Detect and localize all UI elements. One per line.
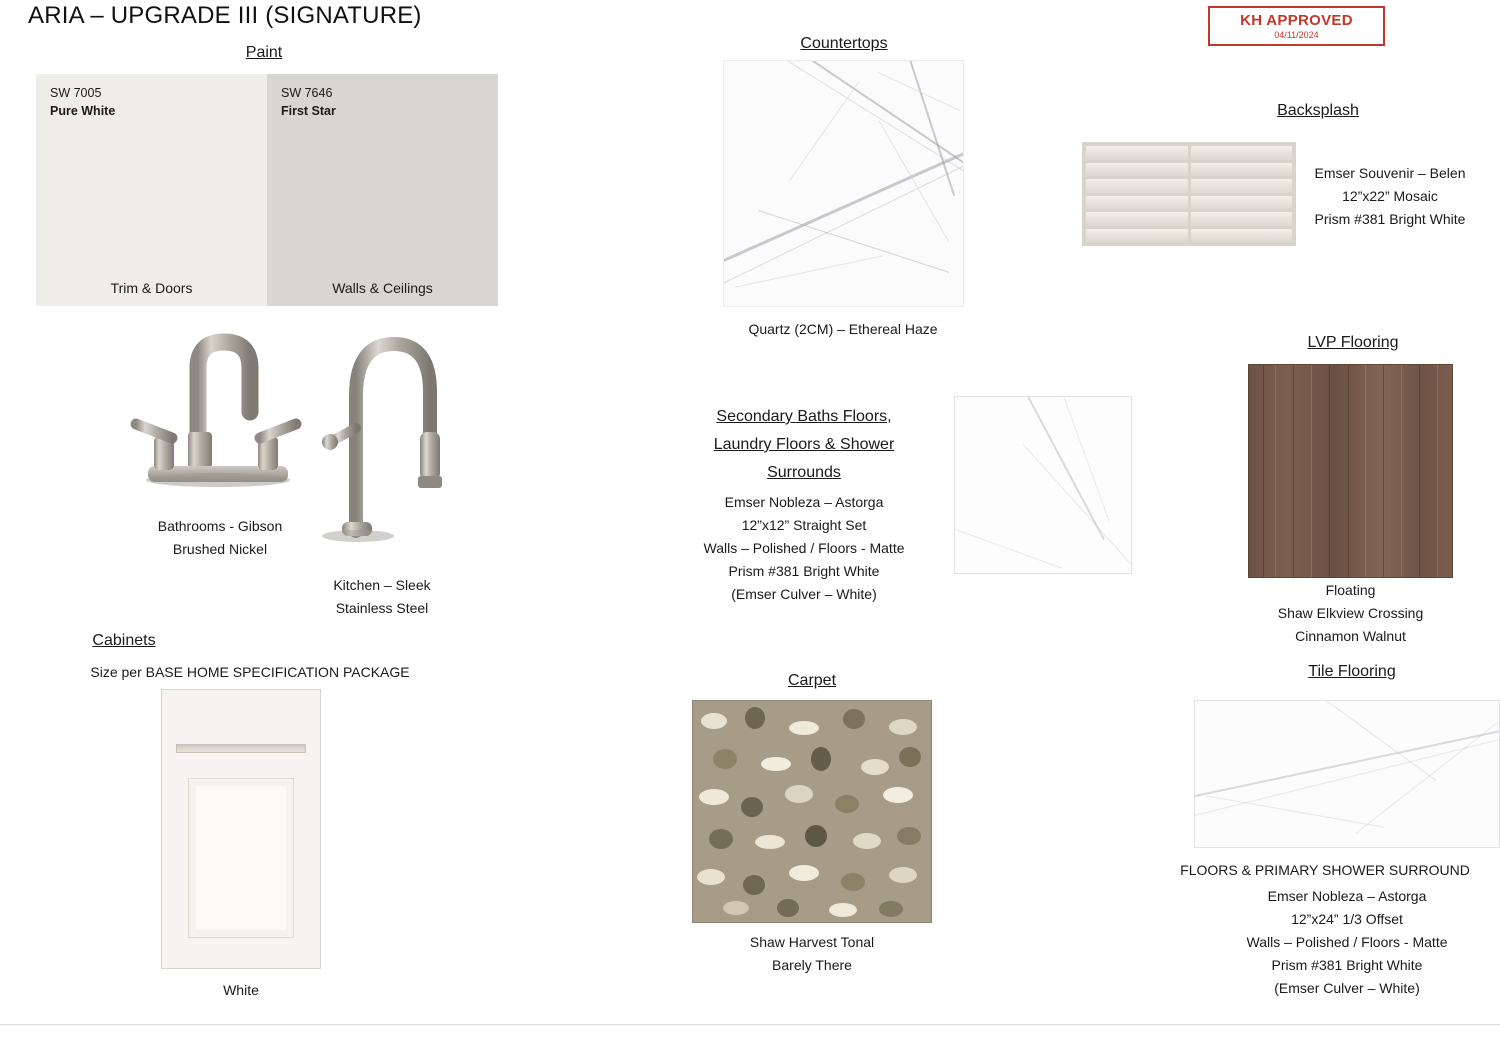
tile-flooring-line2: Emser Nobleza – Astorga	[1267, 888, 1427, 904]
approval-stamp-label: KH APPROVED	[1240, 12, 1353, 29]
paint-code: SW 7646	[281, 86, 333, 100]
bathroom-faucet-icon	[128, 320, 328, 510]
section-heading-carpet: Carpet	[787, 672, 837, 689]
paint-swatch-group	[36, 74, 498, 306]
paint-usage: Walls & Ceilings	[332, 280, 433, 296]
section-heading-lvp: LVP Flooring	[1307, 334, 1399, 351]
footer-divider	[0, 1024, 1500, 1025]
paint-usage: Trim & Doors	[110, 280, 193, 296]
paint-name: Pure White	[50, 104, 116, 118]
backsplash-line2: 12”x22” Mosaic	[1342, 188, 1438, 204]
secondary-baths-line2: 12”x12” Straight Set	[741, 517, 867, 533]
carpet-image	[692, 700, 932, 923]
cabinets-subheading: Size per BASE HOME SPECIFICATION PACKAGE	[90, 664, 410, 680]
tile-flooring-line6: (Emser Culver – White)	[1274, 980, 1420, 996]
bathroom-faucet-caption-line1: Bathrooms - Gibson	[157, 518, 283, 534]
paint-swatch-trim-doors	[36, 74, 267, 306]
secondary-baths-line3: Walls – Polished / Floors - Matte	[703, 540, 905, 556]
lvp-line3: Cinnamon Walnut	[1295, 628, 1406, 644]
cabinet-door-image	[161, 689, 321, 969]
page-title: ARIA – UPGRADE III (SIGNATURE)	[28, 2, 422, 29]
section-heading-secondary-baths-line1: Secondary Baths Floors,	[716, 408, 892, 425]
countertops-caption: Quartz (2CM) – Ethereal Haze	[748, 321, 938, 337]
section-heading-tile-flooring: Tile Flooring	[1308, 663, 1396, 680]
cabinet-door-panel-detail	[188, 778, 294, 938]
quartz-countertop-image	[723, 60, 964, 307]
lvp-line2: Shaw Elkview Crossing	[1277, 605, 1424, 621]
approval-stamp-date: 04/11/2024	[1274, 30, 1319, 40]
tile-flooring-line1: FLOORS & PRIMARY SHOWER SURROUND	[1180, 862, 1470, 878]
section-heading-paint: Paint	[245, 44, 283, 61]
secondary-baths-line4: Prism #381 Bright White	[728, 563, 880, 579]
cabinets-caption: White	[223, 982, 259, 998]
section-heading-secondary-baths-line3: Surrounds	[767, 464, 841, 481]
paint-code: SW 7005	[50, 86, 102, 100]
secondary-bath-tile-image	[954, 396, 1132, 574]
carpet-line1: Shaw Harvest Tonal	[749, 934, 875, 950]
section-heading-secondary-baths-line2: Laundry Floors & Shower	[713, 436, 895, 453]
section-heading-backsplash: Backsplash	[1277, 102, 1359, 119]
kitchen-faucet-caption-line1: Kitchen – Sleek	[333, 577, 431, 593]
faucet-images	[110, 320, 490, 610]
lvp-line1: Floating	[1325, 582, 1376, 598]
secondary-baths-line5: (Emser Culver – White)	[731, 586, 877, 602]
section-heading-cabinets: Cabinets	[92, 632, 156, 649]
approval-stamp	[1208, 6, 1385, 46]
carpet-line2: Barely There	[772, 957, 852, 973]
tile-flooring-line4: Walls – Polished / Floors - Matte	[1246, 934, 1448, 950]
paint-swatch-walls-ceilings	[267, 74, 498, 306]
paint-name: First Star	[281, 104, 336, 118]
secondary-baths-line1: Emser Nobleza – Astorga	[724, 494, 884, 510]
kitchen-faucet-caption-line2: Stainless Steel	[335, 600, 429, 616]
tile-flooring-line5: Prism #381 Bright White	[1271, 957, 1423, 973]
tile-flooring-line3: 12”x24” 1/3 Offset	[1291, 911, 1403, 927]
cabinet-drawer-detail	[176, 744, 306, 753]
backsplash-line3: Prism #381 Bright White	[1314, 211, 1466, 227]
lvp-flooring-image	[1248, 364, 1453, 578]
tile-flooring-image	[1194, 700, 1500, 848]
section-heading-countertops: Countertops	[800, 35, 888, 52]
bathroom-faucet-caption-line2: Brushed Nickel	[172, 541, 268, 557]
backsplash-line1: Emser Souvenir – Belen	[1314, 165, 1466, 181]
